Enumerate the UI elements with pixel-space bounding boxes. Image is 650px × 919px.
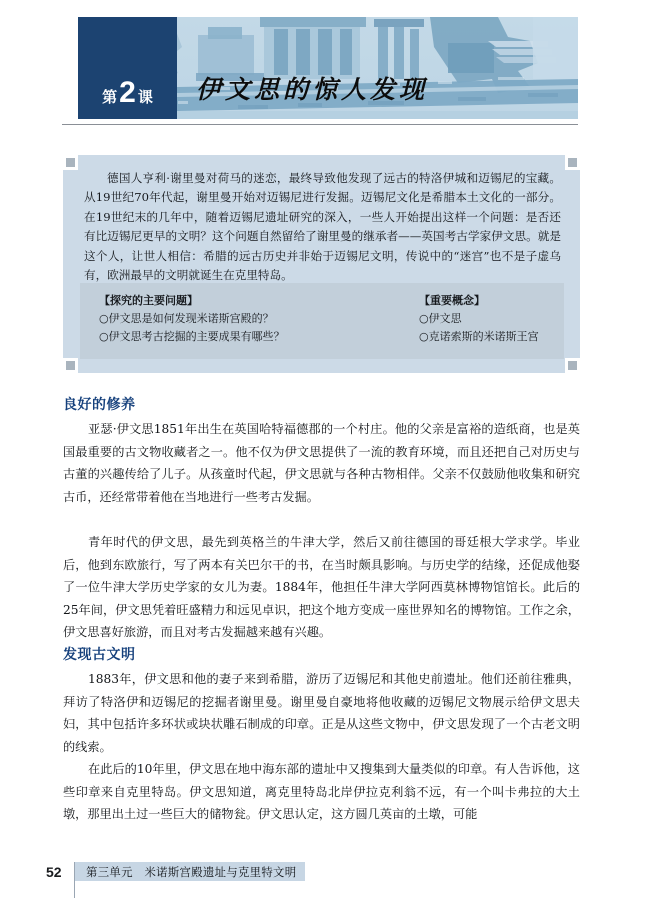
section-heading-good-upbringing: 良好的修养 <box>63 397 136 413</box>
key-questions-heading: 【探究的主要问题】 <box>99 294 198 307</box>
lesson-intro-box <box>63 155 580 373</box>
lesson-title: 伊文思的惊人发现 <box>196 75 429 104</box>
lesson-number-tab <box>78 17 177 119</box>
footer-unit-label: 第三单元 米诺斯宫殿遗址与克里特文明 <box>86 864 297 879</box>
key-concepts-column <box>419 292 539 346</box>
footer-divider <box>38 858 612 859</box>
intro-paragraph: 德国人亨利·谢里曼对荷马的迷恋，最终导致他发现了远古的特洛伊城和迈锡尼的宝藏。从19世纪70年代起，谢里曼开始对迈锡尼进行发掘。迈锡尼文化是希腊本土文化的一部分。在19世纪末的几年中，随着迈锡尼遗址研究的深入，一些人开始提出这样一个问题：是否还有比迈锡尼更早的文明？这个问题自然留给了谢里曼的继承者——英国考古学家伊文思。就是这个人，让世人相信：希腊的远古历史并非始于迈锡尼文明，传说中的“迷宫”也不是子虚乌有，欧洲最早的文明就诞生在克里特岛。 <box>84 171 561 283</box>
key-concept-item: ○伊文思 <box>419 312 462 325</box>
key-concepts-heading: 【重要概念】 <box>419 294 485 307</box>
body-paragraph: 在此后的10年里，伊文思在地中海东部的遗址中又搜集到大量类似的印章。有人告诉他，这些印章来自克里特岛。伊文思知道，离克里特岛北岸伊拉克利翁不远，有一个叫卡弗拉的大土墩，那里出土过一些巨大的储物瓮。伊文思认定，这方圆几英亩的土墩，可能 <box>63 762 580 822</box>
section-heading-discovering-civilization: 发现古文明 <box>63 647 136 663</box>
corner-marker-bottom-left <box>63 358 78 373</box>
footer-unit-band <box>75 862 305 881</box>
key-question-item: ○伊文思是如何发现米诺斯宫殿的？ <box>99 312 274 325</box>
lesson-prefix-label: 第 <box>102 88 118 106</box>
key-concept-item: ○克诺索斯的米诺斯王宫 <box>419 330 539 343</box>
page-number: 52 <box>46 864 62 880</box>
body-paragraph: 1883年，伊文思和他的妻子来到希腊，游历了迈锡尼和其他史前遗址。他们还前往雅典，拜访了特洛伊和迈锡尼的挖掘者谢里曼。谢里曼自豪地将他收藏的迈锡尼文物展示给伊文思夫妇，其中包括许多环状或块状雕石制成的印章。正是从这些文物中，伊文思发现了一个古老文明的线索。 <box>63 672 580 754</box>
key-question-item: ○伊文思考古挖掘的主要成果有哪些？ <box>99 330 285 343</box>
lesson-number: 2 <box>119 76 136 109</box>
corner-marker-bottom-right <box>565 358 580 373</box>
corner-marker-top-left <box>63 155 78 170</box>
corner-marker-top-right <box>565 155 580 170</box>
key-questions-column <box>99 292 285 346</box>
body-paragraph: 青年时代的伊文思，最先到英格兰的牛津大学，然后又前往德国的哥廷根大学求学。毕业后，他到东欧旅行，写了两本有关巴尔干的书，在当时颇具影响。与历史学的结缘，还促成他娶了一位牛津大学历史学家的女儿为妻。1884年，他担任牛津大学阿西莫林博物馆馆长。此后的25年间，伊文思凭着旺盛精力和远见卓识，把这个地方变成一座世界知名的博物馆。工作之余，伊文思喜好旅游，而且对考古发掘越来越有兴趣。 <box>63 535 580 640</box>
body-paragraph: 亚瑟·伊文思1851年出生在英国哈特福德郡的一个村庄。他的父亲是富裕的造纸商，也是英国最重要的古文物收藏者之一。他不仅为伊文思提供了一流的教育环境，而且还把自己对历史与古董的兴趣传给了儿子。从孩童时代起，伊文思就与各种古物相伴。父亲不仅鼓励他收集和研究古币，还经常带着他在当地进行一些考古发掘。 <box>63 422 580 504</box>
lesson-suffix-label: 课 <box>137 88 153 106</box>
banner-divider <box>62 124 578 125</box>
key-questions-box <box>80 283 564 359</box>
